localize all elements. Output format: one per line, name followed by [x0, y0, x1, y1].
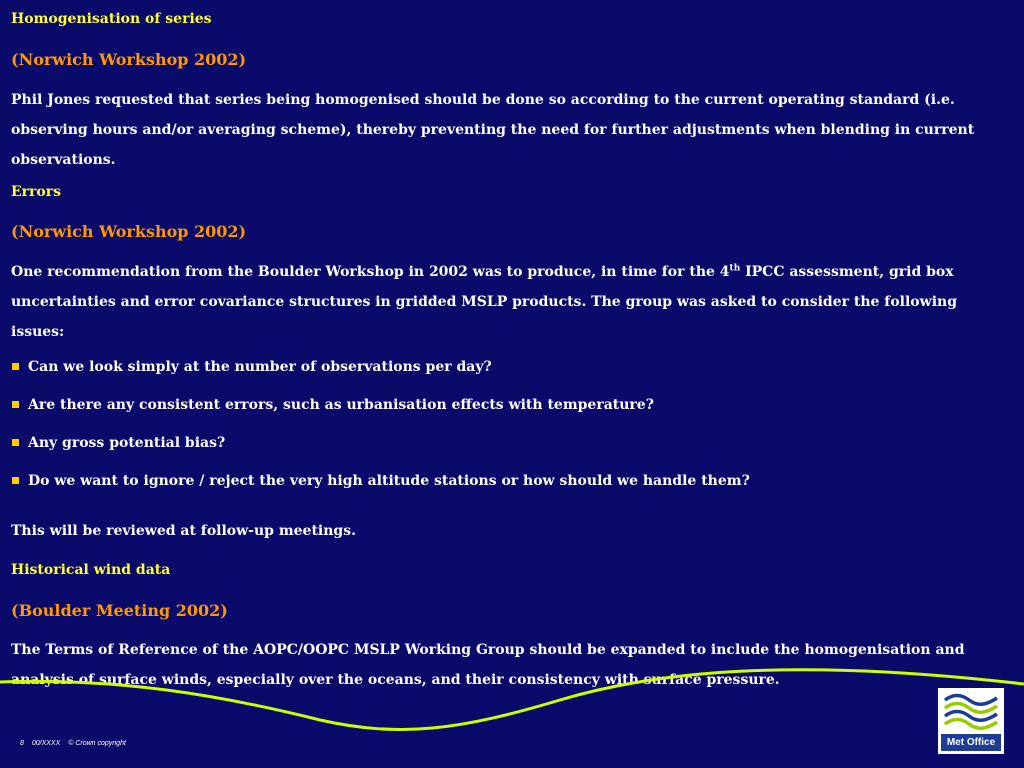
errors-followup: This will be reviewed at follow-up meetings. — [11, 523, 356, 539]
errors-source: (Norwich Workshop 2002) — [11, 222, 247, 241]
square-bullet-icon — [12, 363, 19, 370]
list-item — [11, 356, 1011, 378]
square-bullet-icon — [12, 477, 19, 484]
wind-source: (Boulder Meeting 2002) — [11, 601, 228, 620]
bullet-text: Any gross potential bias? — [28, 435, 226, 451]
errors-body-part1: One recommendation from the Boulder Workshop in 2002 was to produce, in time for the 4 — [11, 264, 730, 280]
errors-heading: Errors — [11, 184, 62, 200]
square-bullet-icon — [12, 439, 19, 446]
slide-footer — [20, 740, 132, 747]
met-office-label: Met Office — [941, 734, 1001, 751]
met-office-logo — [938, 688, 1004, 754]
list-item — [11, 432, 1011, 454]
errors-body-part2: IPCC assessment, grid box uncertainties and error covariance structures in gridded MSLP products. The group was asked to consider the following issues: — [11, 264, 957, 340]
met-office-waves-icon — [943, 692, 999, 732]
footer-copyright: © Crown copyright — [68, 740, 126, 747]
errors-body — [11, 257, 1011, 347]
homogenisation-source: (Norwich Workshop 2002) — [11, 50, 247, 69]
footer-code: 00/XXXX — [31, 740, 61, 747]
square-bullet-icon — [12, 401, 19, 408]
bullet-text: Can we look simply at the number of observations per day? — [28, 359, 492, 375]
homogenisation-body: Phil Jones requested that series being homogenised should be done so according to the current operating standard (i.e. observing hours and/or averaging scheme), thereby preventing the need for further adjustments when blending in current observations. — [11, 92, 975, 168]
bullet-text: Are there any consistent errors, such as urbanisation effects with temperature? — [28, 397, 654, 413]
bullet-text: Do we want to ignore / reject the very high altitude stations or how should we handle them? — [28, 473, 750, 489]
list-item — [11, 394, 1011, 416]
list-item — [11, 470, 1011, 492]
slide-content — [11, 8, 1011, 695]
wind-body: The Terms of Reference of the AOPC/OOPC MSLP Working Group should be expanded to include the homogenisation and analysis of surface winds, especially over the oceans, and their consistency with surface pressure. — [11, 642, 965, 688]
swoosh-line — [0, 670, 1024, 730]
wind-heading: Historical wind data — [11, 562, 171, 578]
homogenisation-heading: Homogenisation of series — [11, 11, 212, 27]
errors-body-sup: th — [729, 263, 741, 274]
errors-bullet-list — [11, 356, 1011, 492]
decorative-swoosh — [0, 640, 1024, 740]
footer-page-number: 8 — [20, 740, 24, 747]
